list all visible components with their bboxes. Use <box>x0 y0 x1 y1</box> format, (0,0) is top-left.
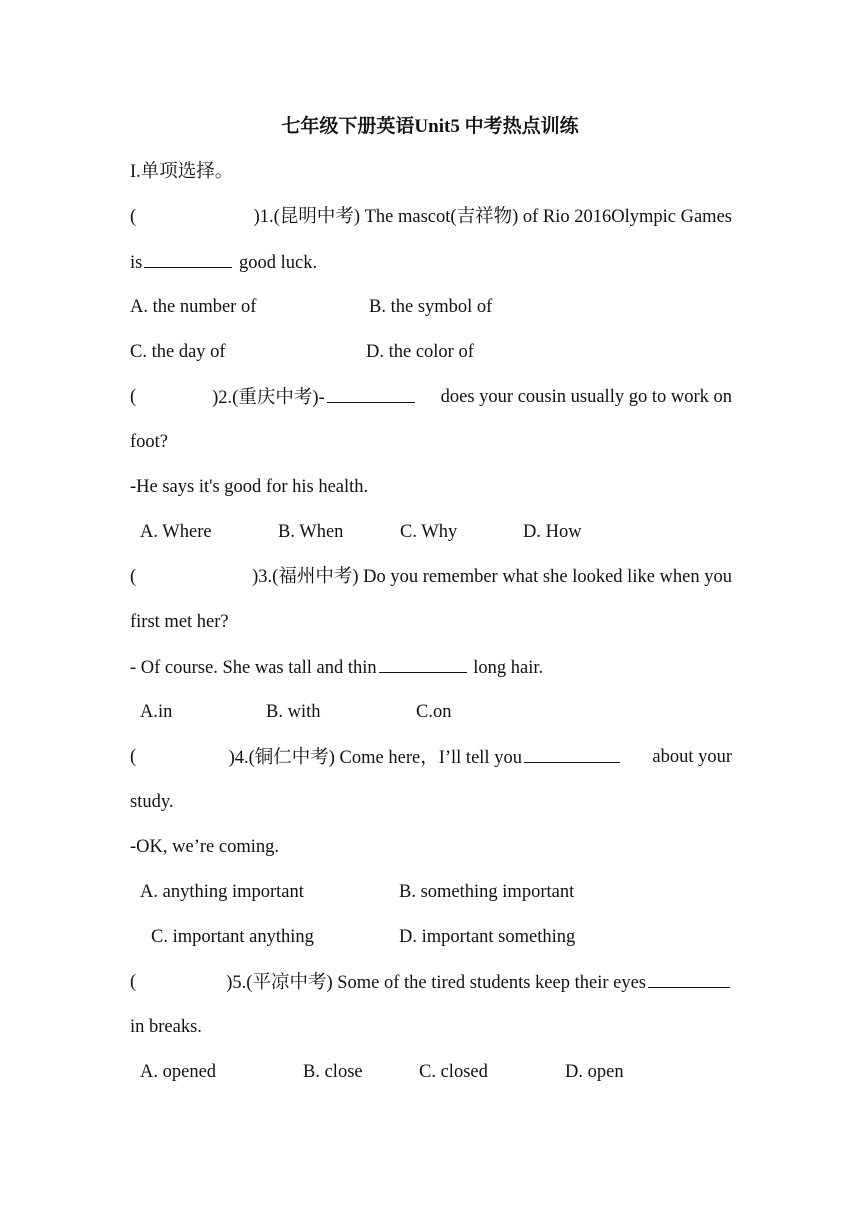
q2-option-d[interactable]: D. How <box>523 522 582 542</box>
question-1-continuation: is good luck. <box>130 248 732 277</box>
question-3-stem: ( )3.(福州中考) Do you remember what she looked like when you <box>130 567 732 587</box>
q4-option-b[interactable]: B. something important <box>399 882 575 902</box>
q4-option-c[interactable]: C. important anything <box>151 927 314 947</box>
q4-option-a[interactable]: A. anything important <box>140 882 304 902</box>
section-heading: I.单项选择。 <box>130 162 234 182</box>
question-1-stem <box>130 203 732 231</box>
question-2-reply: -He says it's good for his health. <box>130 477 369 497</box>
q1-text: )1.(昆明中考) The mascot(吉祥物) of Rio 2016Olympic Games <box>253 207 732 227</box>
q2-option-c[interactable]: C. Why <box>400 522 458 542</box>
q1-option-a[interactable]: A. the number of <box>130 297 257 317</box>
question-3-continuation: first met her? <box>130 612 229 632</box>
q3-option-b[interactable]: B. with <box>266 702 321 722</box>
q3-option-a[interactable]: A.in <box>140 702 173 722</box>
question-4-stem: ( )4.(铜仁中考) Come here，I’ll tell you about your <box>130 743 732 772</box>
q1-option-b[interactable]: B. the symbol of <box>369 297 493 317</box>
question-2-stem: ( )2.(重庆中考)- does your cousin usually go to work on <box>130 383 732 412</box>
q5-answer-blank[interactable] <box>648 968 730 988</box>
question-5-continuation: in breaks. <box>130 1017 202 1037</box>
question-5-stem: ( )5.(平凉中考) Some of the tired students keep their eyes <box>130 968 732 997</box>
q4-option-d[interactable]: D. important something <box>399 927 576 947</box>
page-title: 七年级下册英语Unit5 中考热点训练 <box>281 116 579 137</box>
question-2-continuation: foot? <box>130 432 169 452</box>
q5-option-a[interactable]: A. opened <box>140 1062 217 1082</box>
q2-option-b[interactable]: B. When <box>278 522 344 542</box>
q2-option-a[interactable]: A. Where <box>140 522 212 542</box>
question-4-continuation: study. <box>130 792 174 812</box>
q1-answer-blank[interactable] <box>144 248 232 268</box>
q3-answer-blank[interactable] <box>379 653 467 673</box>
question-4-reply: -OK, we’re coming. <box>130 837 279 857</box>
question-3-reply: - Of course. She was tall and thin long hair. <box>130 653 732 682</box>
q5-option-d[interactable]: D. open <box>565 1062 624 1082</box>
q5-option-c[interactable]: C. closed <box>419 1062 488 1082</box>
q4-answer-blank[interactable] <box>524 743 620 763</box>
q2-answer-blank[interactable] <box>327 383 415 403</box>
q5-option-b[interactable]: B. close <box>303 1062 363 1082</box>
q1-open-paren: ( <box>130 207 137 227</box>
q1-option-c[interactable]: C. the day of <box>130 342 226 362</box>
q3-option-c[interactable]: C.on <box>416 702 452 722</box>
q1-option-d[interactable]: D. the color of <box>366 342 474 362</box>
